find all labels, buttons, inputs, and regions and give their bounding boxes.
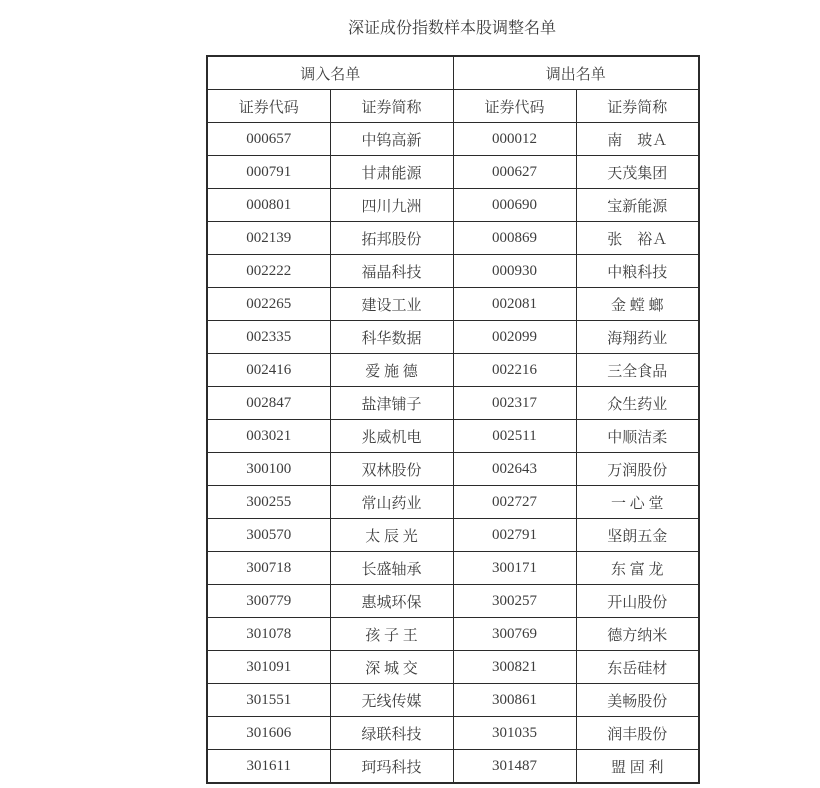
- group-header-out: 调出名单: [453, 56, 699, 90]
- out-code-cell: 300171: [453, 552, 576, 585]
- table-row: [207, 651, 699, 684]
- table-row: [207, 222, 699, 255]
- out-name-cell: 张 裕Ａ: [576, 222, 699, 255]
- table-row: [207, 123, 699, 156]
- out-name-cell: 润丰股份: [576, 717, 699, 750]
- in-name-cell: 科华数据: [330, 321, 453, 354]
- table-row: [207, 189, 699, 222]
- group-header-row: [207, 56, 699, 90]
- out-name-cell: 一 心 堂: [576, 486, 699, 519]
- table-row: [207, 519, 699, 552]
- out-name-cell: 中顺洁柔: [576, 420, 699, 453]
- out-code-cell: 300861: [453, 684, 576, 717]
- out-name-cell: 宝新能源: [576, 189, 699, 222]
- out-name-cell: 南 玻Ａ: [576, 123, 699, 156]
- in-code-cell: 003021: [207, 420, 330, 453]
- table-row: [207, 684, 699, 717]
- stock-adjustment-table: [206, 55, 700, 784]
- in-code-cell: 301091: [207, 651, 330, 684]
- out-code-cell: 002511: [453, 420, 576, 453]
- in-code-cell: 002335: [207, 321, 330, 354]
- in-code-cell: 300570: [207, 519, 330, 552]
- out-code-cell: 000869: [453, 222, 576, 255]
- in-name-cell: 双林股份: [330, 453, 453, 486]
- in-code-cell: 002139: [207, 222, 330, 255]
- in-name-cell: 兆威机电: [330, 420, 453, 453]
- out-name-cell: 坚朗五金: [576, 519, 699, 552]
- in-name-cell: 爱 施 德: [330, 354, 453, 387]
- in-code-cell: 002265: [207, 288, 330, 321]
- in-code-cell: 301611: [207, 750, 330, 784]
- table-row: [207, 387, 699, 420]
- table-row: [207, 486, 699, 519]
- in-code-cell: 300255: [207, 486, 330, 519]
- in-name-cell: 拓邦股份: [330, 222, 453, 255]
- table-row: [207, 552, 699, 585]
- in-name-cell: 珂玛科技: [330, 750, 453, 784]
- column-header-row: [207, 90, 699, 123]
- out-code-cell: 002216: [453, 354, 576, 387]
- in-name-cell: 建设工业: [330, 288, 453, 321]
- in-code-cell: 301078: [207, 618, 330, 651]
- in-code-cell: 301606: [207, 717, 330, 750]
- out-code-cell: 000012: [453, 123, 576, 156]
- out-code-cell: 000930: [453, 255, 576, 288]
- out-name-cell: 众生药业: [576, 387, 699, 420]
- table-row: [207, 750, 699, 784]
- in-code-cell: 002222: [207, 255, 330, 288]
- group-header-in: 调入名单: [207, 56, 453, 90]
- in-name-cell: 常山药业: [330, 486, 453, 519]
- table-row: [207, 618, 699, 651]
- in-name-cell: 四川九洲: [330, 189, 453, 222]
- in-code-cell: 000657: [207, 123, 330, 156]
- table-row: [207, 354, 699, 387]
- out-code-cell: 002099: [453, 321, 576, 354]
- table-row: [207, 288, 699, 321]
- page-title: 深证成份指数样本股调整名单: [347, 20, 556, 37]
- table-row: [207, 420, 699, 453]
- in-name-cell: 中钨高新: [330, 123, 453, 156]
- out-name-cell: 海翔药业: [576, 321, 699, 354]
- out-name-cell: 中粮科技: [576, 255, 699, 288]
- in-code-cell: 300718: [207, 552, 330, 585]
- out-code-cell: 300257: [453, 585, 576, 618]
- column-header-out-code: 证券代码: [453, 90, 576, 123]
- out-code-cell: 300769: [453, 618, 576, 651]
- in-code-cell: 000791: [207, 156, 330, 189]
- in-name-cell: 无线传媒: [330, 684, 453, 717]
- in-code-cell: 000801: [207, 189, 330, 222]
- table-row: [207, 717, 699, 750]
- out-code-cell: 000627: [453, 156, 576, 189]
- out-code-cell: 002643: [453, 453, 576, 486]
- column-header-out-name: 证券简称: [576, 90, 699, 123]
- out-code-cell: 301035: [453, 717, 576, 750]
- out-code-cell: 002081: [453, 288, 576, 321]
- out-name-cell: 东 富 龙: [576, 552, 699, 585]
- in-name-cell: 盐津铺子: [330, 387, 453, 420]
- in-code-cell: 300100: [207, 453, 330, 486]
- in-name-cell: 深 城 交: [330, 651, 453, 684]
- in-code-cell: 002416: [207, 354, 330, 387]
- out-name-cell: 德方纳米: [576, 618, 699, 651]
- in-name-cell: 福晶科技: [330, 255, 453, 288]
- table-row: [207, 585, 699, 618]
- out-name-cell: 三全食品: [576, 354, 699, 387]
- out-name-cell: 美畅股份: [576, 684, 699, 717]
- out-name-cell: 开山股份: [576, 585, 699, 618]
- out-name-cell: 金 螳 螂: [576, 288, 699, 321]
- in-name-cell: 甘肃能源: [330, 156, 453, 189]
- out-code-cell: 002317: [453, 387, 576, 420]
- table-row: [207, 453, 699, 486]
- out-name-cell: 盟 固 利: [576, 750, 699, 784]
- in-name-cell: 长盛轴承: [330, 552, 453, 585]
- out-code-cell: 002791: [453, 519, 576, 552]
- out-code-cell: 300821: [453, 651, 576, 684]
- column-header-in-code: 证券代码: [207, 90, 330, 123]
- out-code-cell: 000690: [453, 189, 576, 222]
- table-row: [207, 321, 699, 354]
- in-name-cell: 太 辰 光: [330, 519, 453, 552]
- in-name-cell: 惠城环保: [330, 585, 453, 618]
- out-name-cell: 万润股份: [576, 453, 699, 486]
- in-code-cell: 300779: [207, 585, 330, 618]
- column-header-in-name: 证券简称: [330, 90, 453, 123]
- in-name-cell: 绿联科技: [330, 717, 453, 750]
- in-code-cell: 002847: [207, 387, 330, 420]
- out-code-cell: 002727: [453, 486, 576, 519]
- table-row: [207, 255, 699, 288]
- table-row: [207, 156, 699, 189]
- out-name-cell: 东岳硅材: [576, 651, 699, 684]
- in-code-cell: 301551: [207, 684, 330, 717]
- out-code-cell: 301487: [453, 750, 576, 784]
- out-name-cell: 天茂集团: [576, 156, 699, 189]
- in-name-cell: 孩 子 王: [330, 618, 453, 651]
